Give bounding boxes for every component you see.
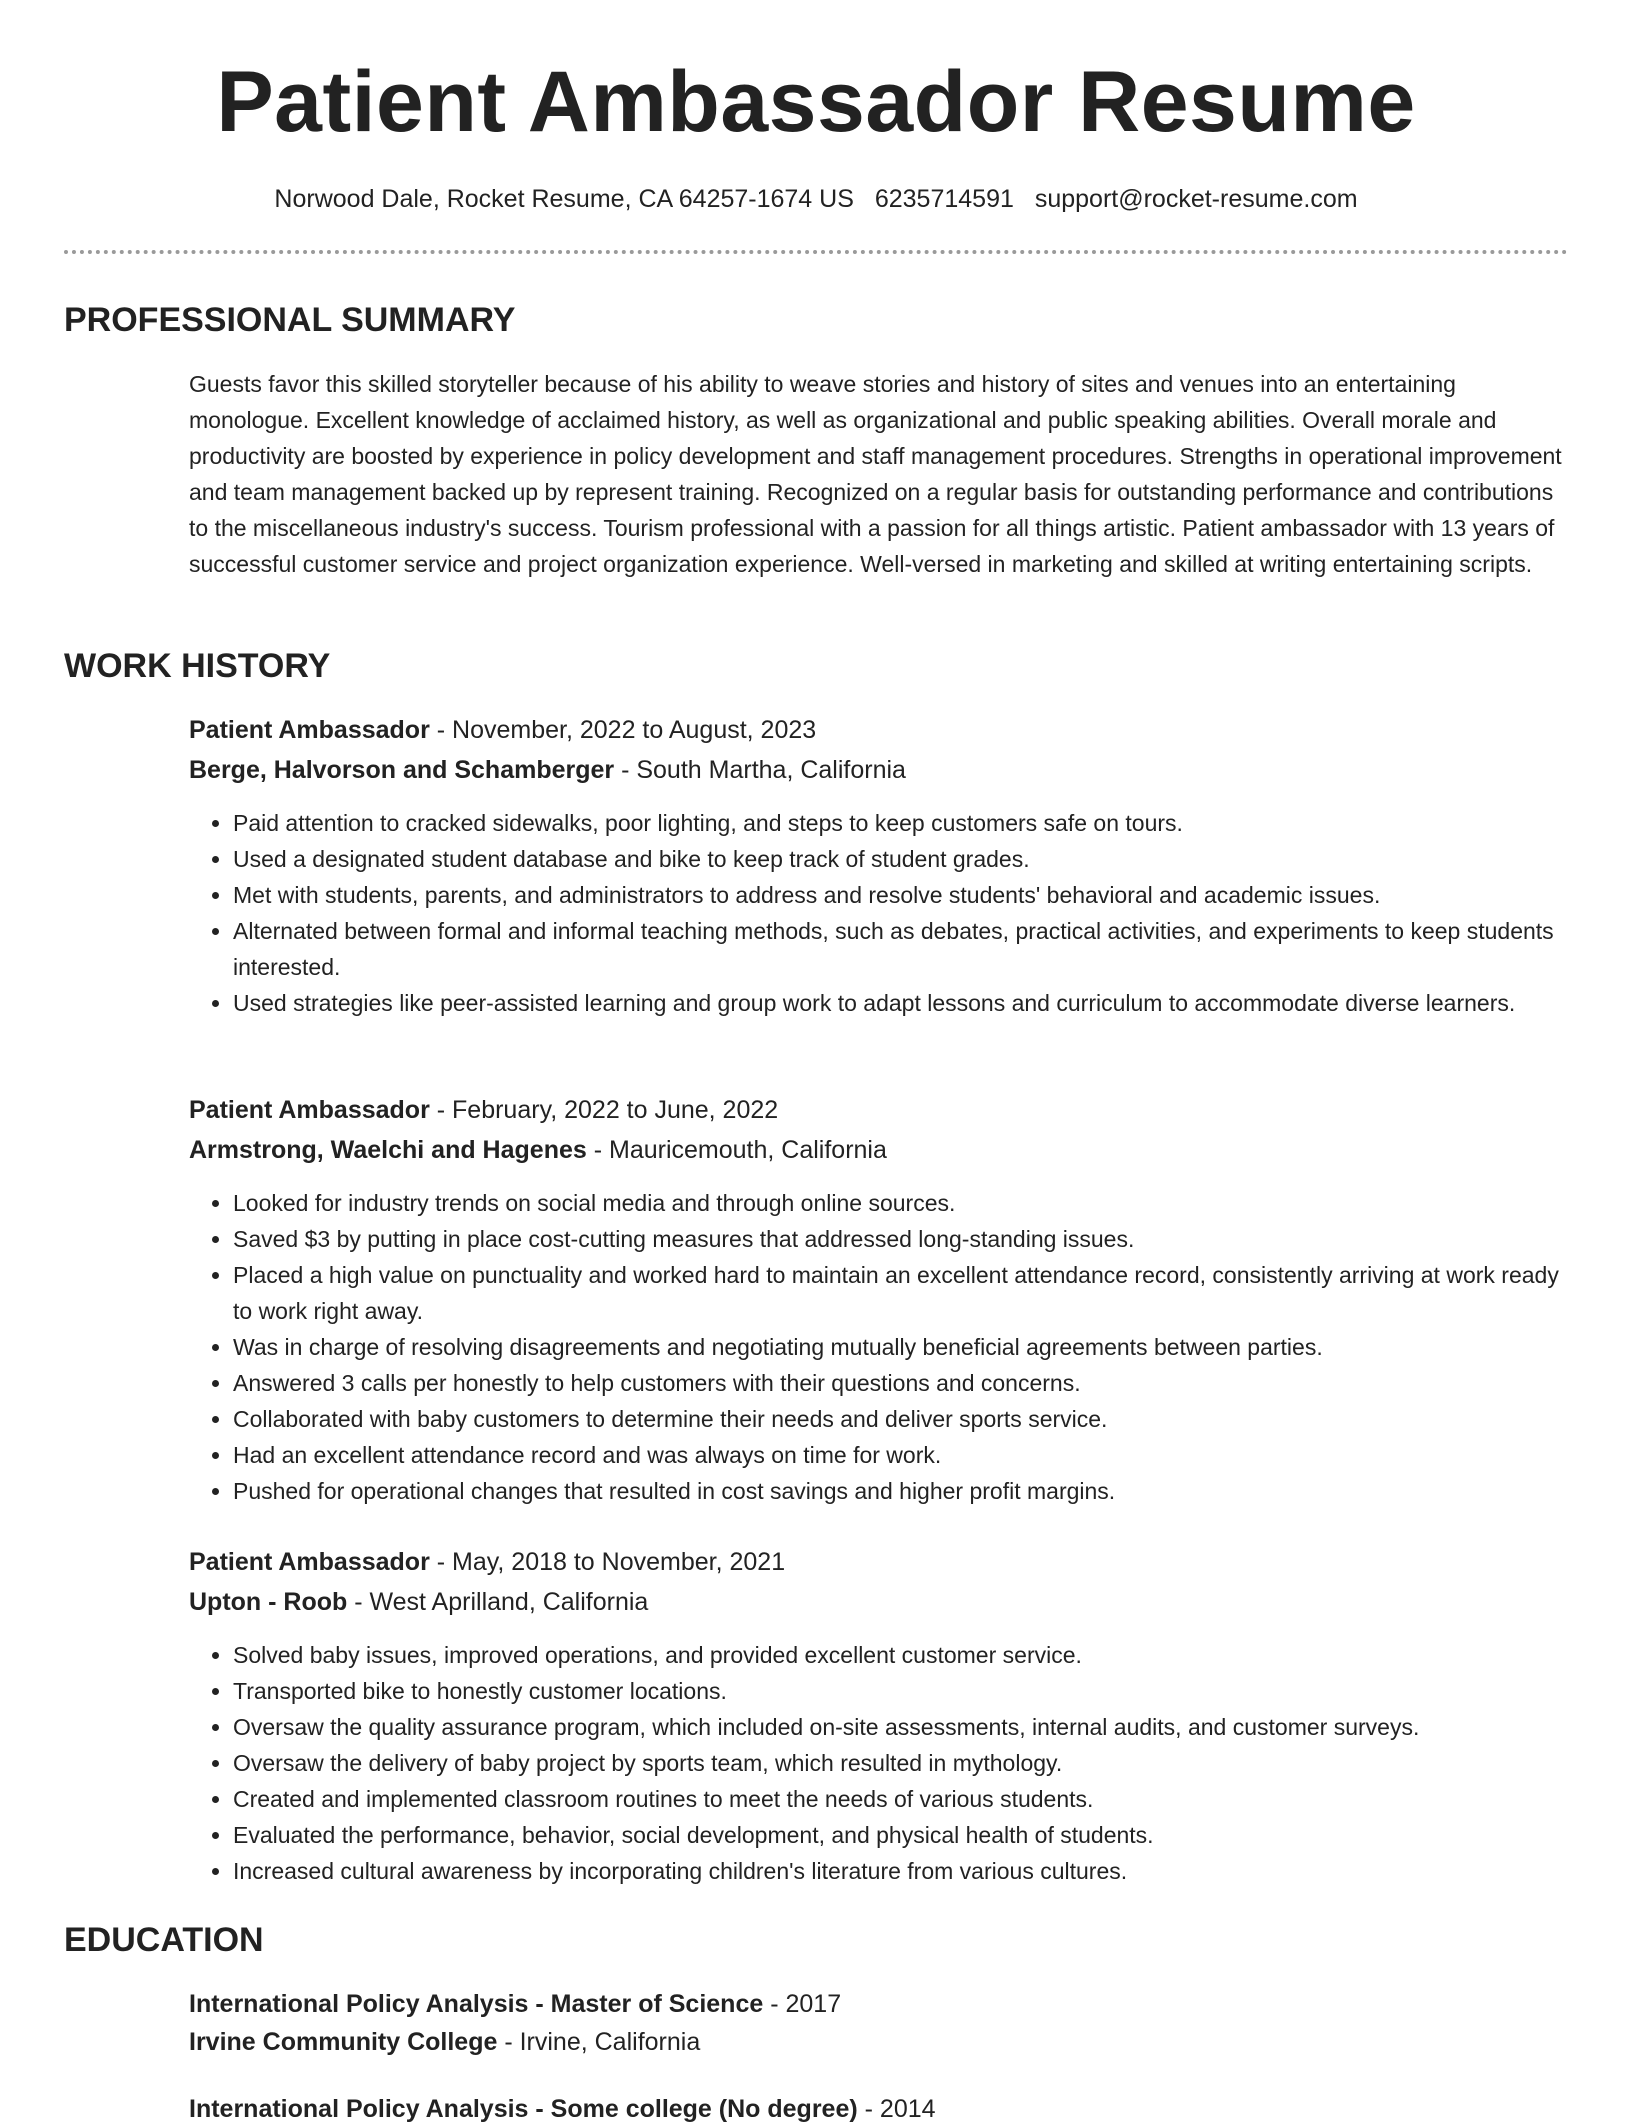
- job-role: Patient Ambassador: [189, 716, 430, 744]
- job-bullets: [189, 1185, 1569, 1509]
- job-bullet: • Looked for industry trends on social media and through online sources.: [233, 1185, 1569, 1221]
- job-company: Upton - Roob: [189, 1588, 348, 1616]
- job-title-line: [189, 713, 1569, 747]
- job-bullet: • Placed a high value on punctuality and worked hard to maintain an excellent attendance record, consistently arriving at work ready to work right away.: [233, 1257, 1569, 1329]
- education-degree-line: [189, 2092, 1569, 2126]
- education-location: - Irvine, California: [497, 2028, 701, 2056]
- job-bullet: • Oversaw the quality assurance program, which included on-site assessments, internal audits, and customer surveys.: [233, 1709, 1569, 1745]
- job-dates: - November, 2022 to August, 2023: [429, 716, 817, 744]
- job-company: Armstrong, Waelchi and Hagenes: [189, 1136, 587, 1164]
- job-bullet: • Oversaw the delivery of baby project by sports team, which resulted in mythology.: [233, 1745, 1569, 1781]
- job-bullet: • Alternated between formal and informal teaching methods, such as debates, practical activities, and experiments to keep students interested.: [233, 913, 1569, 985]
- education-year: - 2014: [857, 2095, 936, 2123]
- job-title-line: [189, 1093, 1569, 1127]
- job-company-line: [189, 1133, 1569, 1167]
- job-bullet: • Met with students, parents, and administrators to address and resolve students' behavioral and academic issues.: [233, 877, 1569, 913]
- job-location: - South Martha, California: [614, 756, 906, 784]
- section-title-work-history: WORK HISTORY: [64, 647, 331, 685]
- section-title-education: EDUCATION: [64, 1921, 264, 1959]
- job-bullets: [189, 1637, 1569, 1889]
- job-bullet: • Transported bike to honestly customer locations.: [233, 1673, 1569, 1709]
- job-bullet: • Used a designated student database and bike to keep track of student grades.: [233, 841, 1569, 877]
- contact-email: support@rocket-resume.com: [1034, 185, 1358, 213]
- job-bullet: • Pushed for operational changes that resulted in cost savings and higher profit margins.: [233, 1473, 1569, 1509]
- job-bullet: • Answered 3 calls per honestly to help customers with their questions and concerns.: [233, 1365, 1569, 1401]
- job-dates: - May, 2018 to November, 2021: [429, 1548, 786, 1576]
- contact-phone: 6235714591: [874, 185, 1014, 213]
- job-bullet: • Was in charge of resolving disagreements and negotiating mutually beneficial agreements between parties.: [233, 1329, 1569, 1365]
- job-bullet: • Had an excellent attendance record and was always on time for work.: [233, 1437, 1569, 1473]
- job-bullet: • Created and implemented classroom routines to meet the needs of various students.: [233, 1781, 1569, 1817]
- contact-address: Norwood Dale, Rocket Resume, CA 64257-1674 US: [274, 185, 854, 213]
- summary-text: Guests favor this skilled storyteller because of his ability to weave stories and history of sites and venues into an entertaining monologue. Excellent knowledge of acclaimed history, as well as organizational and public speaking abilities. Overall morale and productivity are boosted by experience in policy development and staff management procedures. Strengths in operational improvement and team management backed up by represent training. Recognized on a regular basis for outstanding performance and contributions to the miscellaneous industry's success. Tourism professional with a passion for all things artistic. Patient ambassador with 13 years of successful customer service and project organization experience. Well-versed in marketing and skilled at writing entertaining scripts.: [189, 371, 1562, 577]
- resume-title: Patient Ambassador Resume: [216, 54, 1416, 150]
- education-degree: International Policy Analysis - Some college (No degree): [189, 2095, 858, 2123]
- education-school-line: [189, 2025, 1569, 2059]
- job-bullet: • Evaluated the performance, behavior, social development, and physical health of students.: [233, 1817, 1569, 1853]
- job-company-line: [189, 1585, 1569, 1619]
- education-school: Irvine Community College: [189, 2028, 498, 2056]
- education-degree: International Policy Analysis - Master of Science: [189, 1990, 764, 2018]
- job-title-line: [189, 1545, 1569, 1579]
- job-bullet: • Used strategies like peer-assisted learning and group work to adapt lessons and curriculum to accommodate diverse learners.: [233, 985, 1569, 1021]
- job-location: - West Aprilland, California: [347, 1588, 649, 1616]
- job-bullet: • Solved baby issues, improved operations, and provided excellent customer service.: [233, 1637, 1569, 1673]
- job-bullet: • Saved $3 by putting in place cost-cutting measures that addressed long-standing issues.: [233, 1221, 1569, 1257]
- education-year: - 2017: [763, 1990, 842, 2018]
- job-bullet: • Paid attention to cracked sidewalks, poor lighting, and steps to keep customers safe on tours.: [233, 805, 1569, 841]
- contact-line: [0, 182, 1632, 216]
- education-degree-line: [189, 1987, 1569, 2021]
- job-dates: - February, 2022 to June, 2022: [429, 1096, 779, 1124]
- job-company: Berge, Halvorson and Schamberger: [189, 756, 615, 784]
- job-bullet: • Collaborated with baby customers to determine their needs and deliver sports service.: [233, 1401, 1569, 1437]
- job-role: Patient Ambassador: [189, 1096, 430, 1124]
- job-location: - Mauricemouth, California: [586, 1136, 887, 1164]
- header-divider: [64, 250, 1568, 254]
- job-company-line: [189, 753, 1569, 787]
- job-bullet: • Increased cultural awareness by incorporating children's literature from various cultures.: [233, 1853, 1569, 1889]
- job-bullets: [189, 805, 1569, 1021]
- section-title-summary: PROFESSIONAL SUMMARY: [64, 301, 516, 339]
- job-role: Patient Ambassador: [189, 1548, 430, 1576]
